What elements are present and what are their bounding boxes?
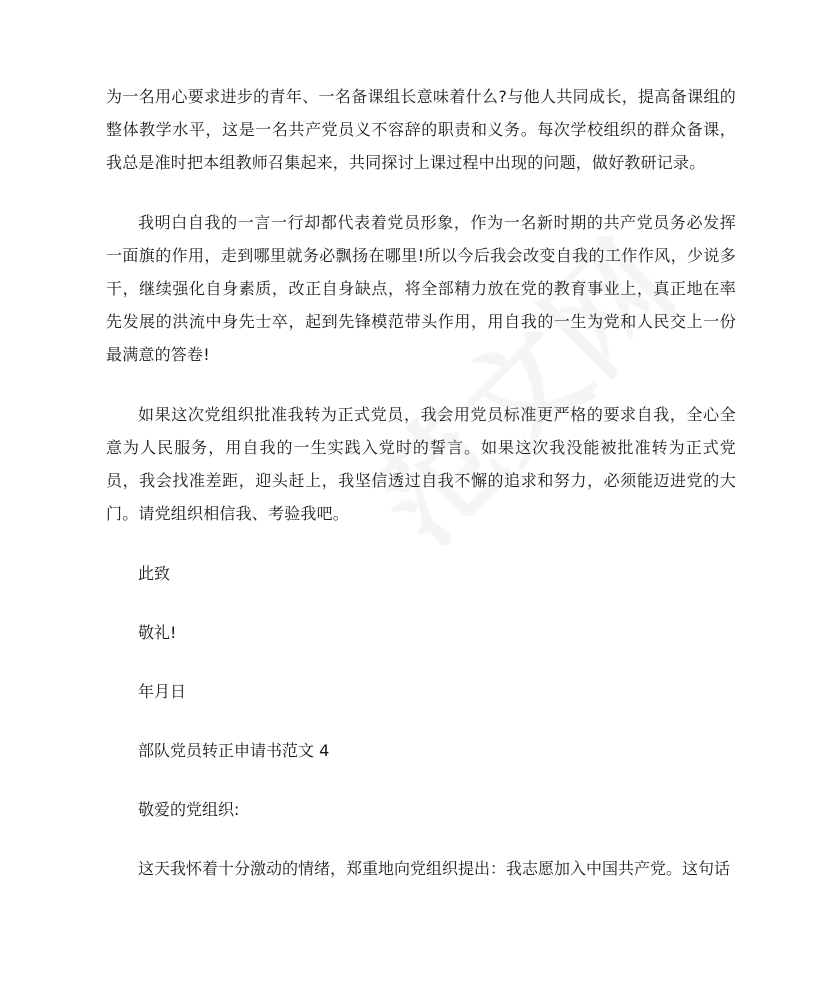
paragraph-3: 如果这次党组织批准我转为正式党员，我会用党员标准更严格的要求自我，全心全意为人民服务，用自我的一生实践入党时的誓言。如果这次我没能被批准转为正式党员，我会找准差距，迎头赶上，我坚信透过自我不懈的追求和努力，必须能迈进党的大门。请党组织相信我、考验我吧。 xyxy=(106,405,736,523)
date-line: 年月日 xyxy=(138,682,187,701)
paragraph-1: 为一名用心要求进步的青年、一名备课组长意味着什么?与他人共同成长，提高备课组的整体教学水平，这是一名共产党员义不容辞的职责和义务。每次学校组织的群众备课，我总是准时把本组教师召集起来，共同探讨上课过程中出现的问题，做好教研记录。 xyxy=(106,87,736,172)
closing-line: 此致 xyxy=(138,564,171,583)
section-heading: 部队党员转正申请书范文 4 xyxy=(138,741,330,760)
greeting-line: 敬爱的党组织: xyxy=(138,800,240,819)
document-body xyxy=(106,80,736,911)
salute-line: 敬礼! xyxy=(138,623,177,642)
paragraph-2: 我明白自我的一言一行却都代表着党员形象，作为一名新时期的共产党员务必发挥一面旗的作用，走到哪里就务必飘扬在哪里!所以今后我会改变自我的工作作风，少说多干，继续强化自身素质，改正自身缺点，将全部精力放在党的教育事业上，真正地在率先发展的洪流中身先士卒，起到先锋模范带头作用，用自我的一生为党和人民交上一份最满意的答卷! xyxy=(106,213,736,364)
opening-line: 这天我怀着十分激动的情绪，郑重地向党组织提出：我志愿加入中国共产党。这句话 xyxy=(138,859,731,878)
